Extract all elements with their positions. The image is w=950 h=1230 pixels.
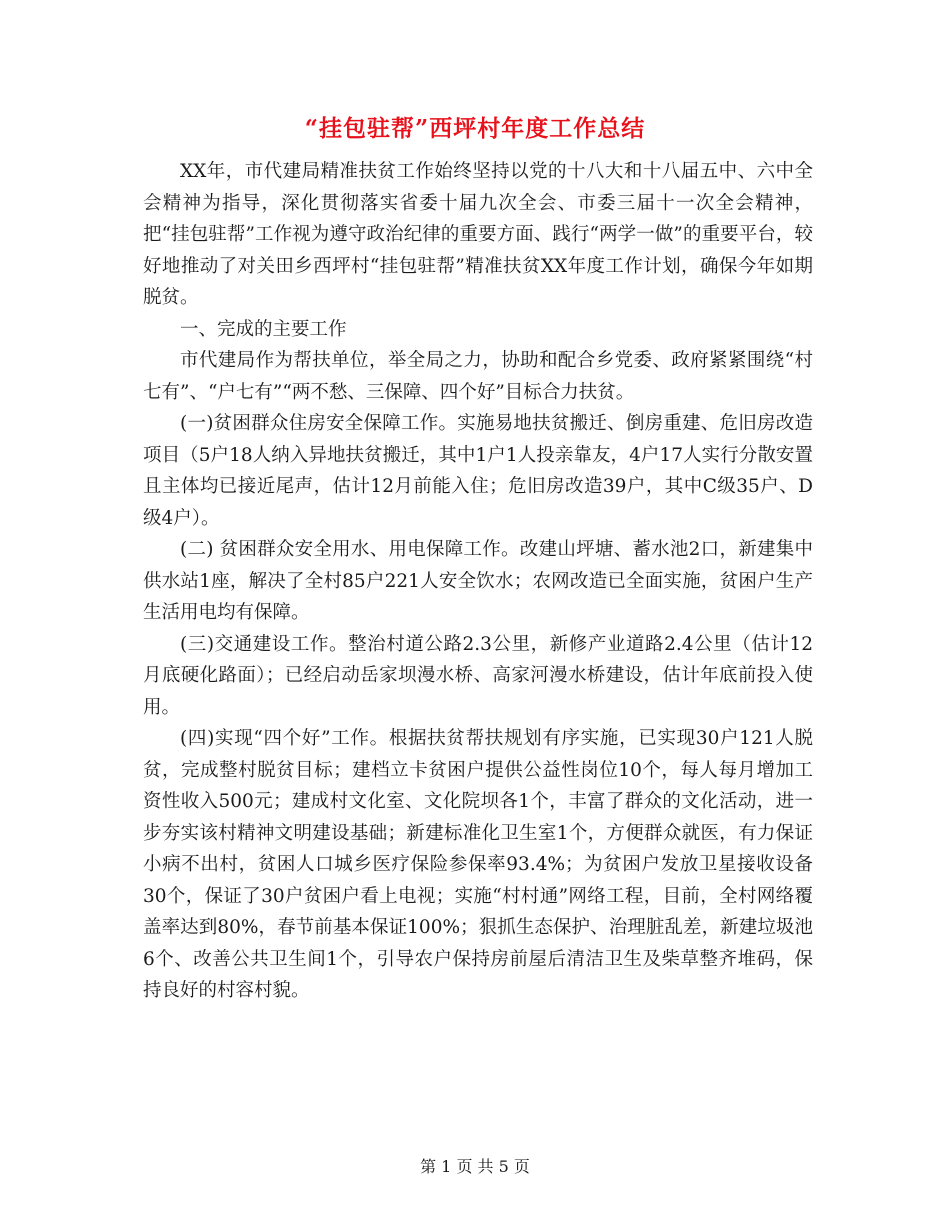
document-title: “挂包驻帮”西坪村年度工作总结	[304, 115, 646, 142]
paragraph-water-power: (二) 贫困群众安全用水、用电保障工作。改建山坪塘、蓄水池2口，新建集中供水站1座，解决了全村85户221人安全饮水；农网改造已全面实施，贫困户生产生活用电均有保障。	[143, 539, 813, 623]
paragraph-housing: (一)贫困群众住房安全保障工作。实施易地扶贫搬迁、倒房重建、危旧房改造项目（5户18人纳入异地扶贫搬迁，其中1户1人投亲靠友，4户17人实行分散安置且主体均已接近尾声，估计12月前能入住；危旧房改造39户，其中C级35户、D级4户）。	[143, 413, 813, 529]
section-heading-main-work: 一、完成的主要工作	[180, 318, 347, 340]
page-number-label: 第 1 页 共 5 页	[420, 1157, 530, 1176]
paragraph-intro: XX年，市代建局精准扶贫工作始终坚持以党的十八大和十八届五中、六中全会精神为指导，深化贯彻落实省委十届九次全会、市委三届十一次全会精神，把“挂包驻帮”工作视为遵守政治纪律的重要方面、践行“两学一做”的重要平台，较好地推动了对关田乡西坪村“挂包驻帮”精准扶贫XX年度工作计划，确保今年如期脱贫。	[143, 161, 813, 308]
document-body	[143, 156, 813, 1007]
paragraph-four-goods: (四)实现“四个好”工作。根据扶贫帮扶规划有序实施，已实现30户121人脱贫，完成整村脱贫目标；建档立卡贫困户提供公益性岗位10个，每人每月增加工资性收入500元；建成村文化室、文化院坝各1个，丰富了群众的文化活动，进一步夯实该村精神文明建设基础；新建标准化卫生室1个，方便群众就医，有力保证小病不出村，贫困人口城乡医疗保险参保率93.4%；为贫困户发放卫星接收设备30个，保证了30户贫困户看上电视；实施“村村通”网络工程，目前，全村网络覆盖率达到80%，春节前基本保证100%；狠抓生态保护、治理脏乱差，新建垃圾池6个、改善公共卫生间1个，引导农户保持房前屋后清洁卫生及柴草整齐堆码，保持良好的村容村貌。	[143, 728, 813, 1001]
page-number-footer	[0, 1154, 950, 1177]
paragraph-overview: 市代建局作为帮扶单位，举全局之力，协助和配合乡党委、政府紧紧围绕“村七有”、“户七有”“两不愁、三保障、四个好”目标合力扶贫。	[143, 350, 813, 403]
paragraph-transport: (三)交通建设工作。整治村道公路2.3公里，新修产业道路2.4公里（估计12月底硬化路面）；已经启动岳家坝漫水桥、高家河漫水桥建设，估计年底前投入使用。	[143, 633, 813, 718]
